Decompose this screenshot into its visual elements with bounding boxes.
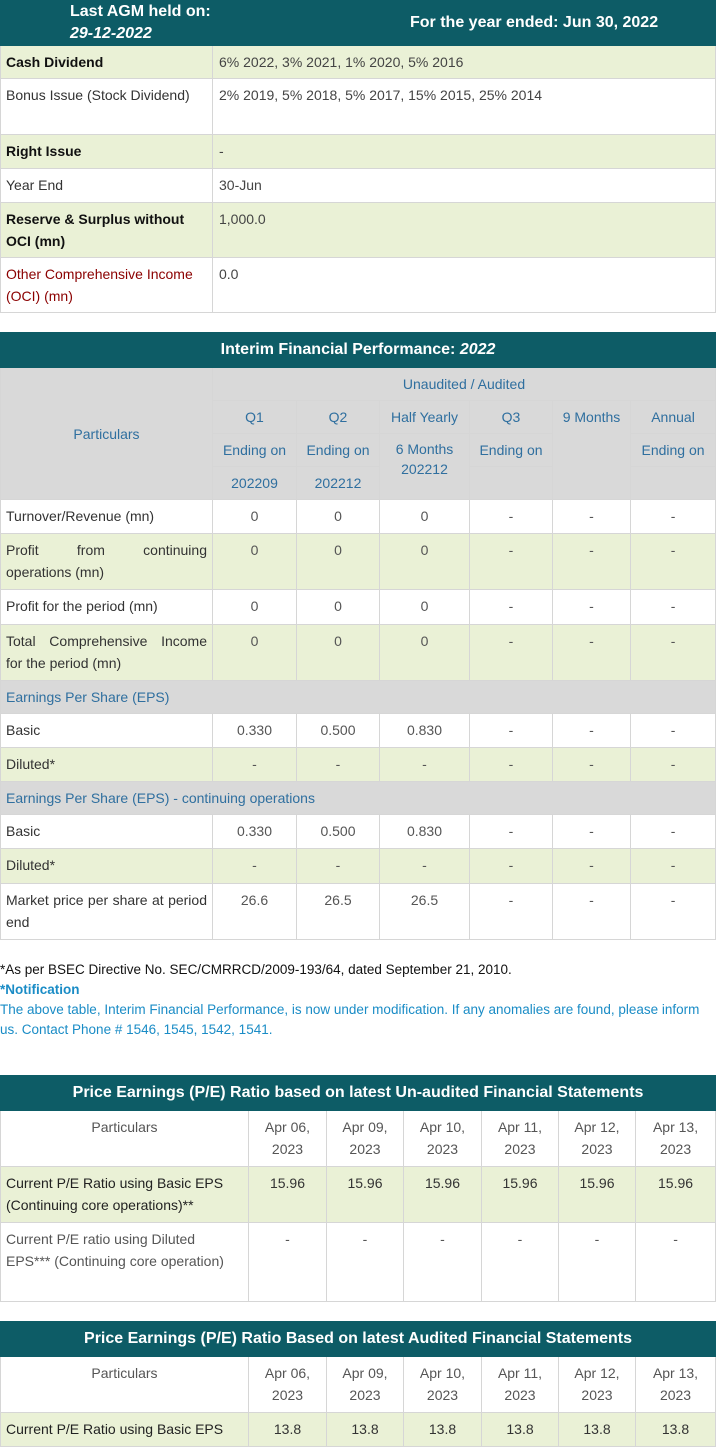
interim-header: [1, 333, 716, 368]
cell: 0: [213, 625, 297, 681]
pe-unaudited-title: Price Earnings (P/E) Ratio based on latest Un-audited Financial Statements: [1, 1076, 716, 1111]
interim-title: Interim Financial Performance:: [220, 341, 456, 358]
cell: -: [249, 1223, 327, 1302]
cash-dividend-value: 6% 2022, 3% 2021, 1% 2020, 5% 2016: [213, 46, 716, 79]
table-row: [1, 849, 716, 884]
cell: 13.8: [482, 1413, 559, 1447]
cell: -: [380, 748, 470, 782]
table-row: [1, 500, 716, 534]
date-header: Apr 12, 2023: [559, 1357, 636, 1413]
row-label: Current P/E ratio using Diluted EPS*** (Continuing core operation): [1, 1223, 249, 1302]
cell: -: [470, 534, 553, 590]
col-q3: Q3: [470, 401, 553, 434]
cell: 0.330: [213, 714, 297, 748]
notification-body: The above table, Interim Financial Performance, is now under modification. If any anomalies are found, please inform us. Contact Phone # 1546, 1545, 1542, 1541.: [0, 1002, 700, 1037]
cell: -: [297, 748, 380, 782]
bonus-issue-value: 2% 2019, 5% 2018, 5% 2017, 15% 2015, 25% 2014: [213, 79, 716, 135]
date-header: Apr 06, 2023: [249, 1111, 327, 1167]
cell: -: [631, 748, 716, 782]
cell: -: [631, 590, 716, 625]
ending-q2: Ending on: [297, 434, 380, 467]
cell: -: [631, 849, 716, 884]
particulars-header: Particulars: [1, 1111, 249, 1167]
cell: -: [631, 815, 716, 849]
table-row: [1, 1223, 716, 1302]
cell: 15.96: [559, 1167, 636, 1223]
row-label: Total Comprehensive Income for the period (mn): [1, 625, 213, 681]
date-q3: [470, 467, 553, 500]
row-label: Diluted*: [1, 748, 213, 782]
cell: -: [470, 748, 553, 782]
agm-table: [0, 0, 716, 313]
table-row: [1, 1167, 716, 1223]
cell: 0.830: [380, 714, 470, 748]
cell: 15.96: [404, 1167, 482, 1223]
notes: [0, 960, 715, 1040]
pe-unaudited-section: [0, 1075, 715, 1302]
cell: -: [470, 815, 553, 849]
unaudited-header: Unaudited / Audited: [213, 368, 716, 401]
directive-note: *As per BSEC Directive No. SEC/CMRRCD/2009-193/64, dated September 21, 2010.: [0, 962, 512, 977]
half-yearly-6-months: 6 Months: [395, 441, 454, 457]
table-row: [1, 625, 716, 681]
cell: -: [297, 849, 380, 884]
cell: 0: [297, 534, 380, 590]
cell: -: [553, 500, 631, 534]
eps-section-title: Earnings Per Share (EPS): [1, 681, 716, 714]
cell: -: [553, 590, 631, 625]
row-label: Current P/E Ratio using Basic EPS (Continuing core operations)**: [1, 1167, 249, 1223]
date-q2: 202212: [297, 467, 380, 500]
cell: -: [553, 748, 631, 782]
bonus-issue-label: Bonus Issue (Stock Dividend): [1, 79, 213, 135]
row-label: Basic: [1, 714, 213, 748]
cell: -: [213, 849, 297, 884]
pe-audited-title: Price Earnings (P/E) Ratio Based on latest Audited Financial Statements: [1, 1322, 716, 1357]
reserve-surplus-label: Reserve & Surplus without OCI (mn): [1, 203, 213, 258]
table-row: [1, 884, 716, 940]
cell: -: [553, 815, 631, 849]
half-yearly-date: 202212: [401, 461, 448, 477]
cell: -: [631, 884, 716, 940]
oci-value: 0.0: [213, 258, 716, 313]
cell: -: [482, 1223, 559, 1302]
cell: 26.5: [380, 884, 470, 940]
cell: -: [631, 500, 716, 534]
cell: -: [470, 590, 553, 625]
cell: -: [470, 884, 553, 940]
cell: 13.8: [249, 1413, 327, 1447]
cell: -: [380, 849, 470, 884]
row-label: Diluted*: [1, 849, 213, 884]
ending-half-yearly: [380, 434, 470, 500]
cell: 0.500: [297, 815, 380, 849]
ending-q1: Ending on: [213, 434, 297, 467]
cell: 15.96: [482, 1167, 559, 1223]
cell: 26.6: [213, 884, 297, 940]
col-9-months: 9 Months: [553, 401, 631, 500]
row-label: Basic: [1, 815, 213, 849]
year-ended-header: For the year ended: Jun 30, 2022: [213, 1, 716, 46]
row-label: Current P/E Ratio using Basic EPS: [1, 1413, 249, 1447]
cell: -: [553, 884, 631, 940]
cell: 0: [297, 500, 380, 534]
row-label: Market price per share at period end: [1, 884, 213, 940]
agm-section: [0, 0, 715, 313]
cell: -: [553, 625, 631, 681]
cell: -: [631, 625, 716, 681]
ending-q3: Ending on: [470, 434, 553, 467]
cell: 13.8: [559, 1413, 636, 1447]
cash-dividend-label: Cash Dividend: [1, 46, 213, 79]
cell: -: [404, 1223, 482, 1302]
date-header: Apr 11, 2023: [482, 1357, 559, 1413]
cell: -: [470, 849, 553, 884]
col-q2: Q2: [297, 401, 380, 434]
cell: 13.8: [404, 1413, 482, 1447]
cell: -: [553, 849, 631, 884]
date-annual: [631, 467, 716, 500]
cell: 0.330: [213, 815, 297, 849]
cell: -: [470, 625, 553, 681]
cell: 0: [380, 534, 470, 590]
cell: 0: [380, 500, 470, 534]
cell: 26.5: [297, 884, 380, 940]
cell: -: [636, 1223, 716, 1302]
row-label: Profit for the period (mn): [1, 590, 213, 625]
cell: 0: [213, 534, 297, 590]
cell: 15.96: [249, 1167, 327, 1223]
row-label: Profit from continuing operations (mn): [1, 534, 213, 590]
table-row: [1, 590, 716, 625]
cell: -: [559, 1223, 636, 1302]
col-half-yearly: Half Yearly: [380, 401, 470, 434]
last-agm-date: 29-12-2022: [70, 25, 152, 42]
table-row: [1, 534, 716, 590]
agm-header: [1, 1, 213, 46]
interim-year: 2022: [459, 341, 496, 358]
date-q1: 202209: [213, 467, 297, 500]
cell: -: [470, 500, 553, 534]
cell: 0.500: [297, 714, 380, 748]
date-header: Apr 10, 2023: [404, 1357, 482, 1413]
cell: 0: [297, 625, 380, 681]
table-row: [1, 1413, 716, 1447]
cell: -: [213, 748, 297, 782]
date-header: Apr 09, 2023: [327, 1357, 404, 1413]
date-header: Apr 10, 2023: [404, 1111, 482, 1167]
oci-label: Other Comprehensive Income (OCI) (mn): [1, 258, 213, 313]
pe-audited-section: [0, 1321, 715, 1447]
cell: 15.96: [327, 1167, 404, 1223]
table-row: [1, 714, 716, 748]
year-end-label: Year End: [1, 169, 213, 203]
reserve-surplus-value: 1,000.0: [213, 203, 716, 258]
col-annual: Annual: [631, 401, 716, 434]
cell: -: [553, 534, 631, 590]
right-issue-label: Right Issue: [1, 135, 213, 169]
ending-annual: Ending on: [631, 434, 716, 467]
date-header: Apr 13, 2023: [636, 1111, 716, 1167]
date-header: Apr 06, 2023: [249, 1357, 327, 1413]
interim-section: [0, 332, 715, 940]
notification-title: *Notification: [0, 982, 80, 997]
table-row: [1, 815, 716, 849]
table-row: [1, 748, 716, 782]
year-end-value: 30-Jun: [213, 169, 716, 203]
interim-table: [0, 332, 716, 940]
cell: 0: [380, 625, 470, 681]
cell: -: [553, 714, 631, 748]
date-header: Apr 11, 2023: [482, 1111, 559, 1167]
date-header: Apr 09, 2023: [327, 1111, 404, 1167]
date-header: Apr 13, 2023: [636, 1357, 716, 1413]
col-q1: Q1: [213, 401, 297, 434]
cell: 13.8: [327, 1413, 404, 1447]
cell: 0: [297, 590, 380, 625]
cell: 13.8: [636, 1413, 716, 1447]
particulars-header: Particulars: [1, 368, 213, 500]
cell: 0: [213, 500, 297, 534]
cell: 15.96: [636, 1167, 716, 1223]
pe-audited-table: [0, 1321, 716, 1447]
last-agm-label: Last AGM held on:: [70, 3, 211, 20]
right-issue-value: -: [213, 135, 716, 169]
pe-unaudited-table: [0, 1075, 716, 1302]
row-label: Turnover/Revenue (mn): [1, 500, 213, 534]
cell: -: [631, 714, 716, 748]
cell: -: [631, 534, 716, 590]
cell: -: [327, 1223, 404, 1302]
cell: 0.830: [380, 815, 470, 849]
particulars-header: Particulars: [1, 1357, 249, 1413]
cell: 0: [213, 590, 297, 625]
date-header: Apr 12, 2023: [559, 1111, 636, 1167]
eps-continuing-section-title: Earnings Per Share (EPS) - continuing operations: [1, 782, 716, 815]
cell: 0: [380, 590, 470, 625]
cell: -: [470, 714, 553, 748]
